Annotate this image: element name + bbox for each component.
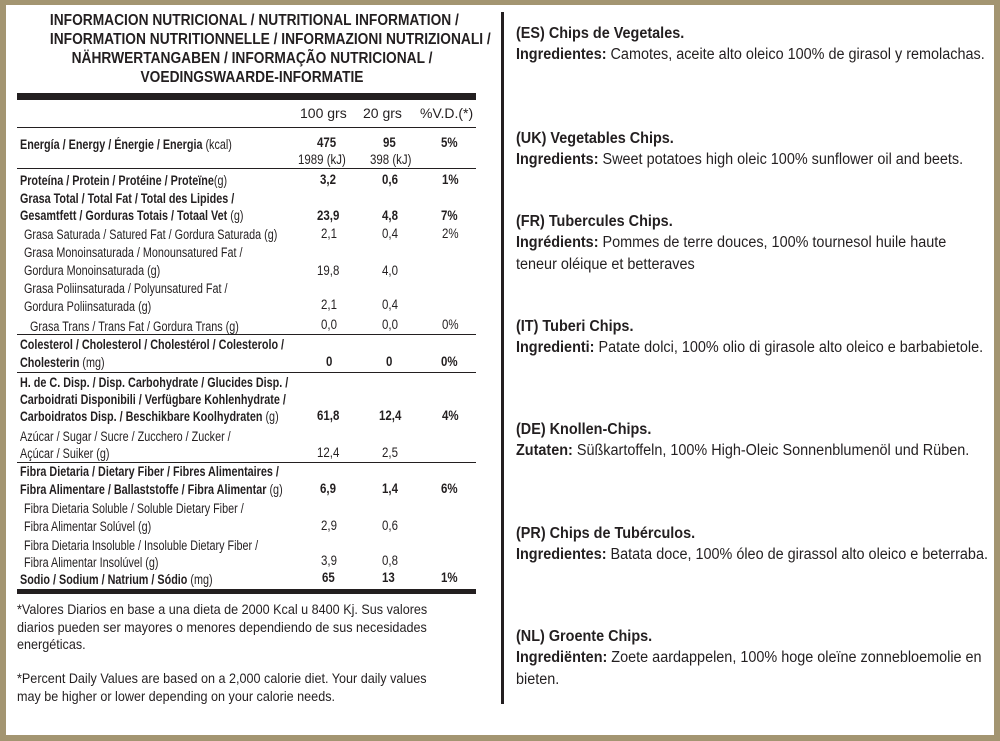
table-bottom-rule (17, 589, 476, 594)
lang-block-de: (DE) Knollen-Chips. Zutaten: Süßkartoffeln, 100% High-Oleic Sonnenblumenöl und Rüben. (516, 421, 970, 459)
lang-block-nl: (NL) Groente Chips. Ingrediënten: Zoete aardappelen, 100% hoge oleïne zonnebloemolie en bieten. (516, 628, 982, 688)
column-divider (501, 12, 504, 704)
col-dv-header: %V.D.(*) (420, 105, 474, 121)
lang-block-uk: (UK) Vegetables Chips. Ingredients: Sweet potatoes high oleic 100% sunflower oil and beets. (516, 130, 964, 168)
lang-title: (DE) Knollen-Chips. (516, 421, 652, 438)
lang-title: (FR) Tubercules Chips. (516, 213, 673, 230)
title-rule (17, 93, 476, 100)
lang-block-pr: (PR) Chips de Tubérculos. Ingredientes: Batata doce, 100% óleo de girassol alto oleico e beterraba. (516, 525, 988, 563)
nutrition-title: INFORMACION NUTRICIONAL / NUTRITIONAL INFORMATION / INFORMATION NUTRITIONNELLE / INFORMAZIONI NUTRIZIONALI / NÄHRWERTANGABEN / INFORMAÇÃO NUTRICIONAL / VOEDINGSWAARDE-INFORMATIE (49, 12, 491, 86)
col-20g-header: 20 grs (363, 105, 402, 121)
footnote-es: *Valores Diarios en base a una dieta de 2000 Kcal u 8400 Kj. Sus valores diarios pueden ser mayores o menores dependiendo de sus necesidades energéticas. (17, 601, 428, 652)
lang-block-it: (IT) Tuberi Chips. Ingredienti: Patate dolci, 100% olio di girasole alto oleico e barbabietole. (516, 318, 984, 356)
lang-title: (ES) Chips de Vegetales. (516, 25, 685, 42)
lang-block-es: (ES) Chips de Vegetales. Ingredientes: Camotes, aceite alto oleico 100% de girasol y remolachas. (516, 25, 985, 63)
row-rule (17, 372, 476, 373)
row-rule (17, 334, 476, 335)
lang-title: (PR) Chips de Tubérculos. (516, 525, 696, 542)
footnote-en: *Percent Daily Values are based on a 2,000 calorie diet. Your daily values may be higher or lower depending on your calorie needs. (17, 670, 427, 704)
lang-title: (NL) Groente Chips. (516, 628, 653, 645)
row-rule (17, 168, 476, 169)
col-100g-header: 100 grs (300, 105, 347, 121)
lang-block-fr: (FR) Tubercules Chips. Ingrédients: Pommes de terre douces, 100% tournesol huile haute teneur oléique et betteraves (516, 212, 996, 275)
row-rule (17, 462, 476, 463)
lang-title: (UK) Vegetables Chips. (516, 130, 674, 147)
lang-title: (IT) Tuberi Chips. (516, 318, 634, 335)
header-rule (17, 127, 476, 128)
